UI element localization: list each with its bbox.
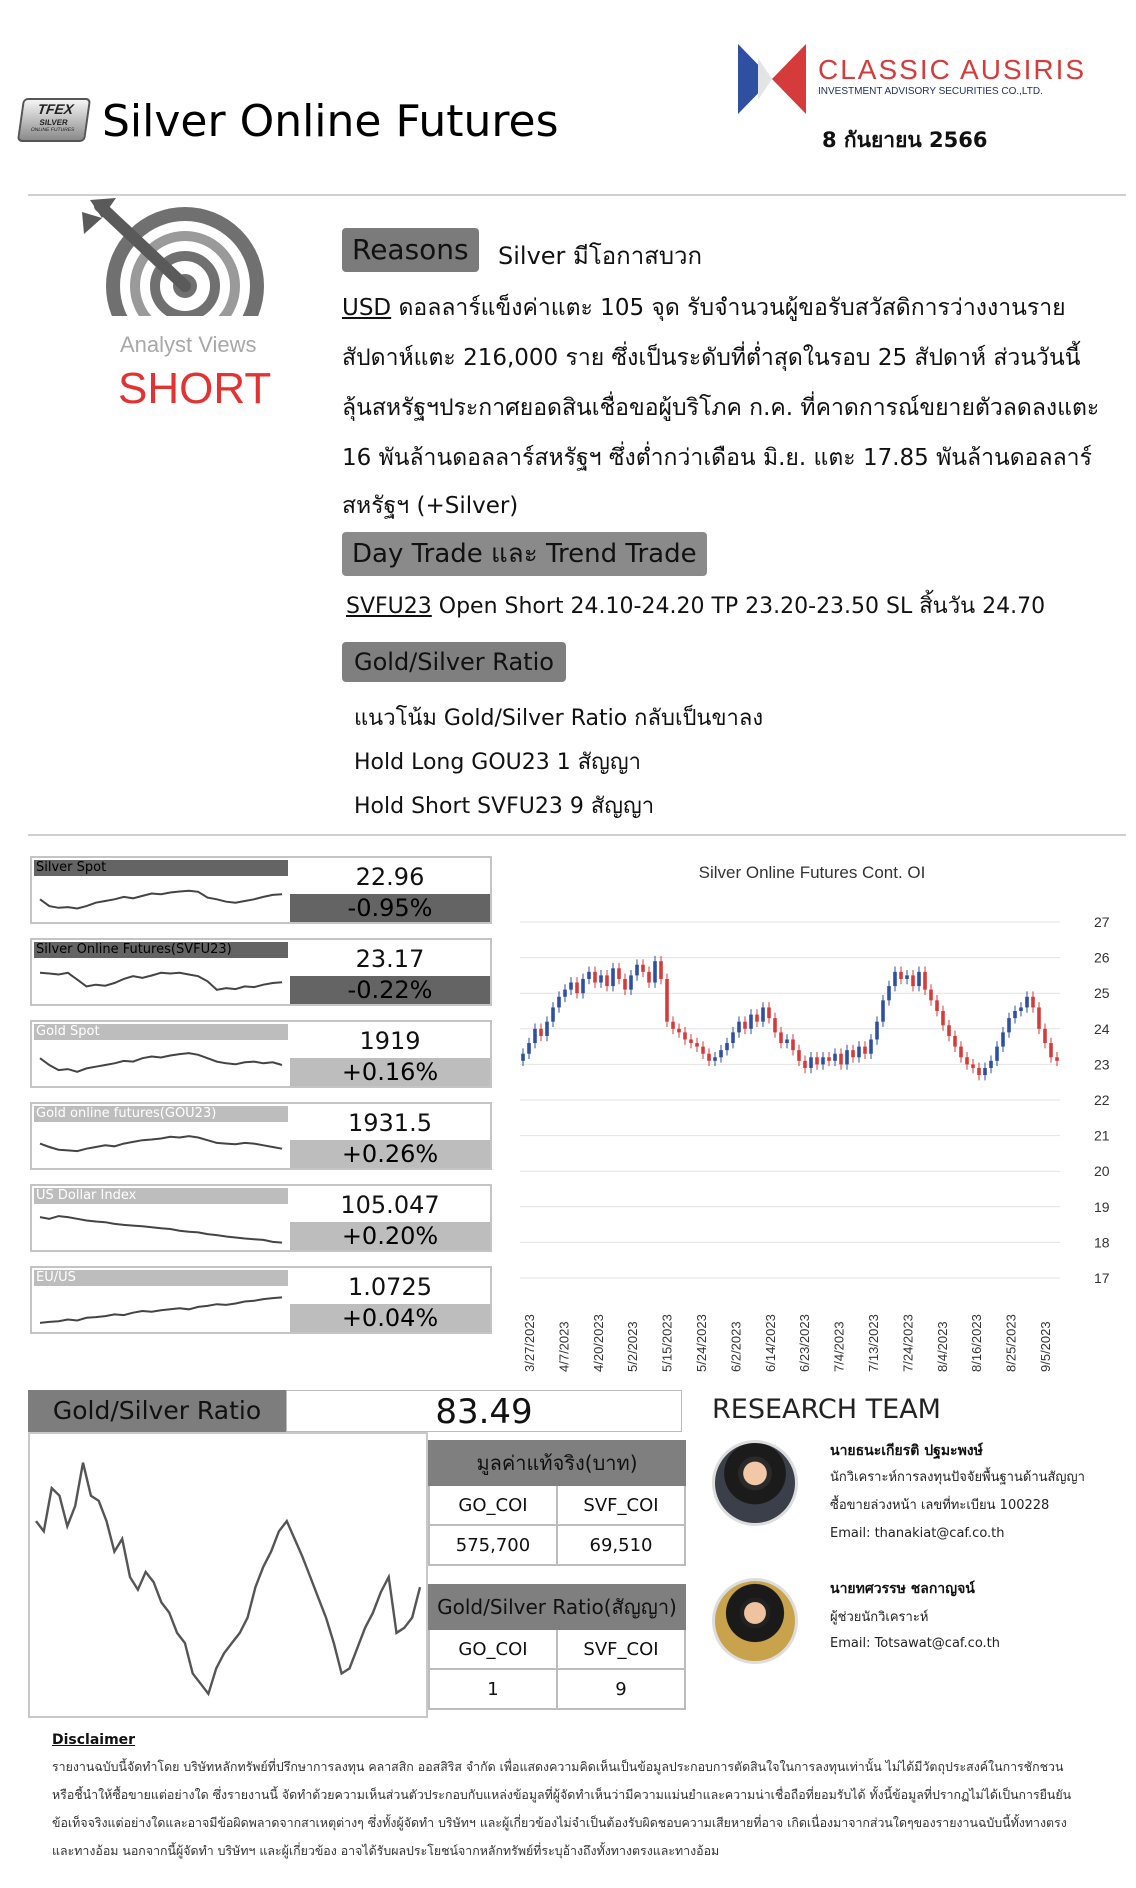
- reasons-line: ลุ้นสหรัฐฯประกาศยอดสินเชื่อขอผู้บริโภค ก.ค. ที่คาดการณ์ขยายตัวลดลงแตะ: [342, 395, 1100, 421]
- analyst-avatar: [712, 1440, 798, 1526]
- y-tick-label: 27: [1094, 914, 1110, 930]
- market-sparkline: [36, 960, 286, 1004]
- candle-body: [689, 1039, 693, 1043]
- candle-body: [617, 968, 621, 979]
- analyst-views-label: Analyst Views: [120, 332, 257, 357]
- market-price: 1919: [359, 1027, 421, 1055]
- sparkline-path: [40, 1136, 282, 1151]
- candle-body: [737, 1022, 741, 1033]
- candle-body: [581, 979, 585, 993]
- market-sparkline: [36, 1288, 286, 1332]
- y-tick-label: 20: [1094, 1163, 1110, 1180]
- candle-body: [551, 1007, 555, 1021]
- market-price: 1.0725: [348, 1273, 432, 1301]
- reasons-pill: Reasons: [342, 228, 479, 272]
- reasons-line: 16 พันล้านดอลลาร์สหรัฐฯ ซึ่งต่ำกว่าเดือน มิ.ย. แตะ 17.85 พันล้านดอลลาร์: [342, 445, 1092, 471]
- y-tick-label: 17: [1094, 1270, 1110, 1286]
- contract-table: [428, 1584, 686, 1710]
- value-col-go: GO_COI: [429, 1485, 557, 1525]
- candle-body: [1001, 1032, 1005, 1046]
- candle-body: [743, 1022, 747, 1029]
- value-col-svf: SVF_COI: [557, 1485, 685, 1525]
- y-tick-label: 21: [1094, 1127, 1110, 1144]
- y-tick-label: 24: [1094, 1020, 1110, 1037]
- oi-candlestick-chart: [500, 856, 1120, 1376]
- member-role: นักวิเคราะห์การลงทุนปัจจัยพื้นฐานด้านสัญญา: [830, 1470, 1085, 1485]
- disclaimer-line: ข้อเท็จจริงแต่อย่างใดและอาจมีข้อผิดพลาดจากสาเหตุต่างๆ ซึ่งทั้งผู้จัดทำ บริษัทฯ และผู้เกี่ยวข้องไม่จำเป็นต้องรับผิดชอบความเสียหายที่อาจ เกิดเนื่องมาจากส่วนใดๆของรายงานฉบับนี้ทั้งทางตรง: [52, 1815, 1067, 1830]
- tfex-logo: [17, 98, 91, 142]
- report-date: 8 กันยายน 2566: [822, 128, 988, 152]
- ratio-line: แนวโน้ม Gold/Silver Ratio กลับเป็นขาลง: [354, 706, 764, 731]
- candle-body: [545, 1022, 549, 1036]
- market-change: +0.26%: [290, 1140, 490, 1168]
- market-change: -0.22%: [290, 976, 490, 1004]
- ratio-line: Hold Short SVFU23 9 สัญญา: [354, 794, 655, 819]
- candle-body: [713, 1057, 717, 1061]
- candle-body: [569, 983, 573, 990]
- contract-col-go: GO_COI: [429, 1629, 557, 1669]
- oi-chart-title: Silver Online Futures Cont. OI: [698, 863, 926, 882]
- candle-body: [821, 1057, 825, 1064]
- sparkline-path: [40, 1297, 282, 1323]
- x-tick-label: 6/23/2023: [797, 1314, 813, 1372]
- candle-body: [893, 972, 897, 986]
- candle-body: [887, 986, 891, 1000]
- y-tick-label: 19: [1094, 1198, 1110, 1215]
- y-tick-label: 18: [1094, 1234, 1110, 1251]
- candle-body: [935, 1000, 939, 1011]
- candle-body: [773, 1018, 777, 1032]
- market-sparkline: [36, 1042, 286, 1086]
- market-box: [30, 856, 492, 924]
- ratio-line: Hold Long GOU23 1 สัญญา: [354, 750, 642, 775]
- market-box: [30, 1184, 492, 1252]
- sparkline-path: [40, 973, 282, 990]
- x-tick-label: 3/27/2023: [522, 1314, 537, 1372]
- candle-body: [1019, 1007, 1023, 1011]
- candle-body: [827, 1057, 831, 1061]
- candle-body: [539, 1029, 543, 1036]
- market-label: US Dollar Index: [34, 1188, 288, 1204]
- trade-pill: Day Trade และ Trend Trade: [342, 532, 707, 576]
- disclaimer-line: รายงานฉบับนี้จัดทำโดย บริษัทหลักทรัพย์ที่ปรึกษาการลงทุน คลาสสิก ออสสิริส จำกัด เพื่อแสดงความคิดเห็นเป็นข้อมูลประกอบการตัดสินใจในการลงทุนเท่านั้น ไม่ได้มีวัตถุประสงค์ในการชักชวน: [52, 1759, 1064, 1774]
- market-box: [30, 1102, 492, 1170]
- candle-body: [995, 1047, 999, 1061]
- candle-body: [1049, 1043, 1053, 1057]
- candle-body: [977, 1068, 981, 1075]
- market-box: [30, 1266, 492, 1334]
- candle-body: [875, 1022, 879, 1040]
- y-tick-label: 25: [1094, 985, 1110, 1002]
- member-name: นายทศวรรษ ชลกาญจน์: [830, 1581, 975, 1597]
- contract-table-title: Gold/Silver Ratio(สัญญา): [429, 1585, 685, 1629]
- candle-body: [803, 1061, 807, 1068]
- candle-body: [707, 1054, 711, 1061]
- candle-body: [965, 1057, 969, 1064]
- market-label: Gold Spot: [34, 1024, 288, 1040]
- candle-body: [527, 1043, 531, 1054]
- reasons-line: สหรัฐฯ (+Silver): [342, 493, 519, 519]
- market-label: Gold online futures(GOU23): [34, 1106, 288, 1122]
- gold-silver-sparkline: [30, 1434, 426, 1716]
- candle-body: [761, 1007, 765, 1021]
- candle-body: [611, 968, 615, 986]
- candle-body: [677, 1029, 681, 1033]
- candle-body: [629, 975, 633, 989]
- candle-body: [767, 1007, 771, 1018]
- candle-body: [671, 1022, 675, 1029]
- contract-svf: 9: [557, 1669, 685, 1709]
- candle-body: [881, 1000, 885, 1021]
- gold-silver-label: Gold/Silver Ratio: [28, 1390, 286, 1432]
- candle-body: [923, 972, 927, 990]
- candle-body: [971, 1064, 975, 1068]
- candle-body: [1055, 1057, 1059, 1061]
- company-subtitle: INVESTMENT ADVISORY SECURITIES CO.,LTD.: [818, 86, 1043, 97]
- candle-body: [623, 979, 627, 990]
- candle-body: [521, 1054, 525, 1061]
- candle-body: [533, 1029, 537, 1043]
- reasons-line-text: ดอลลาร์แข็งค่าแตะ 105 จุด รับจำนวนผู้ขอรับสวัสดิการว่างงานราย: [398, 295, 1066, 321]
- disclaimer-line: หรือชี้นำให้ซื้อขายแต่อย่างใด ซึ่งรายงานนี้ จัดทำด้วยความเห็นส่วนตัวประกอบกับแหล่งข้อมูลที่ผู้จัดทำเห็นว่ามีความแม่นยำและความน่าเชื่อถือที่ยอมรับได้ ทั้งนี้ข้อมูลที่ปรากฏไม่ได้เป็นการยืนยัน: [52, 1787, 1072, 1802]
- candle-body: [587, 972, 591, 979]
- market-box: [30, 1020, 492, 1088]
- candle-body: [929, 990, 933, 1001]
- x-tick-label: 4/7/2023: [556, 1321, 572, 1372]
- market-price: 23.17: [355, 945, 425, 973]
- x-tick-label: 4/20/2023: [590, 1314, 606, 1372]
- candle-body: [683, 1032, 687, 1039]
- candle-body: [917, 972, 921, 986]
- candle-body: [785, 1039, 789, 1043]
- candle-body: [797, 1050, 801, 1061]
- market-change: +0.04%: [290, 1304, 490, 1332]
- market-sparkline: [36, 1206, 286, 1250]
- trade-instruction: [346, 588, 1045, 623]
- candle-body: [869, 1039, 873, 1053]
- candle-body: [599, 975, 603, 982]
- y-tick-label: 23: [1094, 1056, 1110, 1073]
- candle-body: [863, 1047, 867, 1054]
- tfex-logo-text: TFEX: [36, 101, 75, 117]
- sparkline-path: [40, 1216, 282, 1243]
- candle-body: [983, 1068, 987, 1075]
- candle-body: [1031, 997, 1035, 1008]
- y-tick-label: 26: [1094, 949, 1110, 966]
- value-table: [428, 1440, 686, 1566]
- header-divider: [28, 194, 1126, 196]
- market-sparkline: [36, 1124, 286, 1168]
- candle-body: [809, 1057, 813, 1068]
- section-divider: [28, 834, 1126, 836]
- x-tick-label: 7/13/2023: [866, 1314, 881, 1372]
- candle-body: [989, 1061, 993, 1068]
- candle-body: [647, 972, 651, 983]
- y-tick-label: 22: [1094, 1092, 1110, 1108]
- candle-body: [815, 1057, 819, 1064]
- trade-detail: Open Short 24.10-24.20 TP 23.20-23.50 SL สิ้นวัน 24.70: [438, 594, 1046, 619]
- value-table-title: มูลค่าแท้จริง(บาท): [429, 1441, 685, 1485]
- candle-body: [695, 1043, 699, 1047]
- ratio-pill: Gold/Silver Ratio: [342, 642, 566, 682]
- x-tick-label: 5/2/2023: [625, 1321, 641, 1372]
- page-title: Silver Online Futures: [102, 96, 559, 147]
- sparkline-path: [40, 1053, 282, 1072]
- market-price: 1931.5: [348, 1109, 432, 1137]
- analyst-avatar: [712, 1578, 798, 1664]
- candle-body: [605, 975, 609, 986]
- x-tick-label: 6/2/2023: [728, 1321, 744, 1372]
- gold-silver-line: [36, 1463, 420, 1694]
- candle-body: [953, 1036, 957, 1047]
- market-label: Silver Online Futures(SVFU23): [34, 942, 288, 958]
- x-tick-label: 7/4/2023: [831, 1321, 847, 1372]
- x-tick-label: 5/15/2023: [659, 1314, 675, 1372]
- candle-body: [725, 1043, 729, 1050]
- candle-body: [701, 1047, 705, 1054]
- candle-body: [731, 1032, 735, 1043]
- candle-body: [563, 990, 567, 997]
- member-email[interactable]: Email: Totsawat@caf.co.th: [830, 1636, 1001, 1651]
- tfex-logo-small: ONLINE FUTURES: [30, 127, 75, 133]
- usd-keyword: USD: [342, 295, 392, 321]
- member-email[interactable]: Email: thanakiat@caf.co.th: [830, 1526, 1005, 1541]
- market-change: +0.16%: [290, 1058, 490, 1086]
- tfex-logo-sub: SILVER: [38, 118, 69, 127]
- analyst-call: SHORT: [118, 364, 272, 413]
- candle-body: [719, 1050, 723, 1057]
- candle-body: [791, 1039, 795, 1050]
- candle-body: [1025, 997, 1029, 1008]
- candle-body: [947, 1025, 951, 1036]
- reasons-line: สัปดาห์แตะ 216,000 ราย ซึ่งเป็นระดับที่ต่ำสุดในรอบ 25 สัปดาห์ ส่วนวันนี้: [342, 345, 1081, 371]
- market-price: 22.96: [355, 863, 425, 891]
- market-box: [30, 938, 492, 1006]
- market-label: EU/US: [34, 1270, 288, 1286]
- candle-body: [833, 1054, 837, 1061]
- candle-body: [959, 1047, 963, 1058]
- member-name: นายธนะเกียรติ ปฐมะพงษ์: [830, 1443, 983, 1459]
- company-name: CLASSIC AUSIRIS: [818, 54, 1087, 85]
- x-tick-label: 8/4/2023: [934, 1321, 950, 1372]
- candle-body: [857, 1047, 861, 1058]
- gold-silver-value: 83.49: [286, 1390, 682, 1432]
- x-tick-label: 8/25/2023: [1003, 1314, 1019, 1372]
- disclaimer-title: Disclaimer: [52, 1732, 136, 1748]
- candle-body: [1043, 1029, 1047, 1043]
- candle-body: [653, 961, 657, 982]
- candle-body: [749, 1015, 753, 1029]
- x-tick-label: 5/24/2023: [694, 1314, 709, 1372]
- reasons-headline: Silver มีโอกาสบวก: [498, 242, 703, 270]
- x-tick-label: 9/5/2023: [1038, 1321, 1053, 1372]
- x-tick-label: 7/24/2023: [900, 1314, 916, 1372]
- candle-body: [557, 997, 561, 1008]
- candle-body: [899, 972, 903, 979]
- market-label: Silver Spot: [34, 860, 288, 876]
- trade-symbol: SVFU23: [346, 594, 432, 619]
- market-change: +0.20%: [290, 1222, 490, 1250]
- candle-body: [941, 1011, 945, 1025]
- candle-body: [593, 972, 597, 983]
- candle-body: [755, 1015, 759, 1022]
- candle-body: [845, 1050, 849, 1064]
- target-arrow-icon: [80, 198, 270, 338]
- candle-body: [641, 965, 645, 972]
- candle-body: [911, 975, 915, 986]
- candle-body: [659, 961, 663, 979]
- market-price: 105.047: [340, 1191, 440, 1219]
- company-logo-icon: [738, 44, 806, 114]
- candle-body: [665, 979, 669, 1022]
- candle-body: [905, 975, 909, 979]
- x-tick-label: 6/14/2023: [762, 1314, 778, 1372]
- contract-go: 1: [429, 1669, 557, 1709]
- candle-body: [1013, 1011, 1017, 1018]
- market-sparkline: [36, 878, 286, 922]
- member-role: ผู้ช่วยนักวิเคราะห์: [830, 1610, 929, 1625]
- candle-body: [1007, 1018, 1011, 1032]
- research-team-title: RESEARCH TEAM: [712, 1394, 941, 1425]
- candle-body: [1037, 1007, 1041, 1028]
- x-tick-label: 8/16/2023: [969, 1314, 985, 1372]
- sparkline-path: [40, 891, 282, 909]
- value-go: 575,700: [429, 1525, 557, 1565]
- value-svf: 69,510: [557, 1525, 685, 1565]
- candle-body: [779, 1032, 783, 1043]
- contract-col-svf: SVF_COI: [557, 1629, 685, 1669]
- candle-body: [851, 1050, 855, 1057]
- market-change: -0.95%: [290, 894, 490, 922]
- member-role: ซื้อขายล่วงหน้า เลขที่ทะเบียน 100228: [830, 1498, 1050, 1513]
- candle-body: [575, 983, 579, 994]
- candle-body: [635, 965, 639, 976]
- disclaimer-line: และทางอ้อม นอกจากนี้ผู้จัดทำ บริษัทฯ และผู้เกี่ยวข้อง อาจได้รับผลประโยชน์จากหลักทรัพย์ที่ระบุอ้างถึงทั้งทางตรงและทางอ้อม: [52, 1843, 720, 1858]
- reasons-line: [342, 288, 1066, 328]
- candle-body: [839, 1054, 843, 1065]
